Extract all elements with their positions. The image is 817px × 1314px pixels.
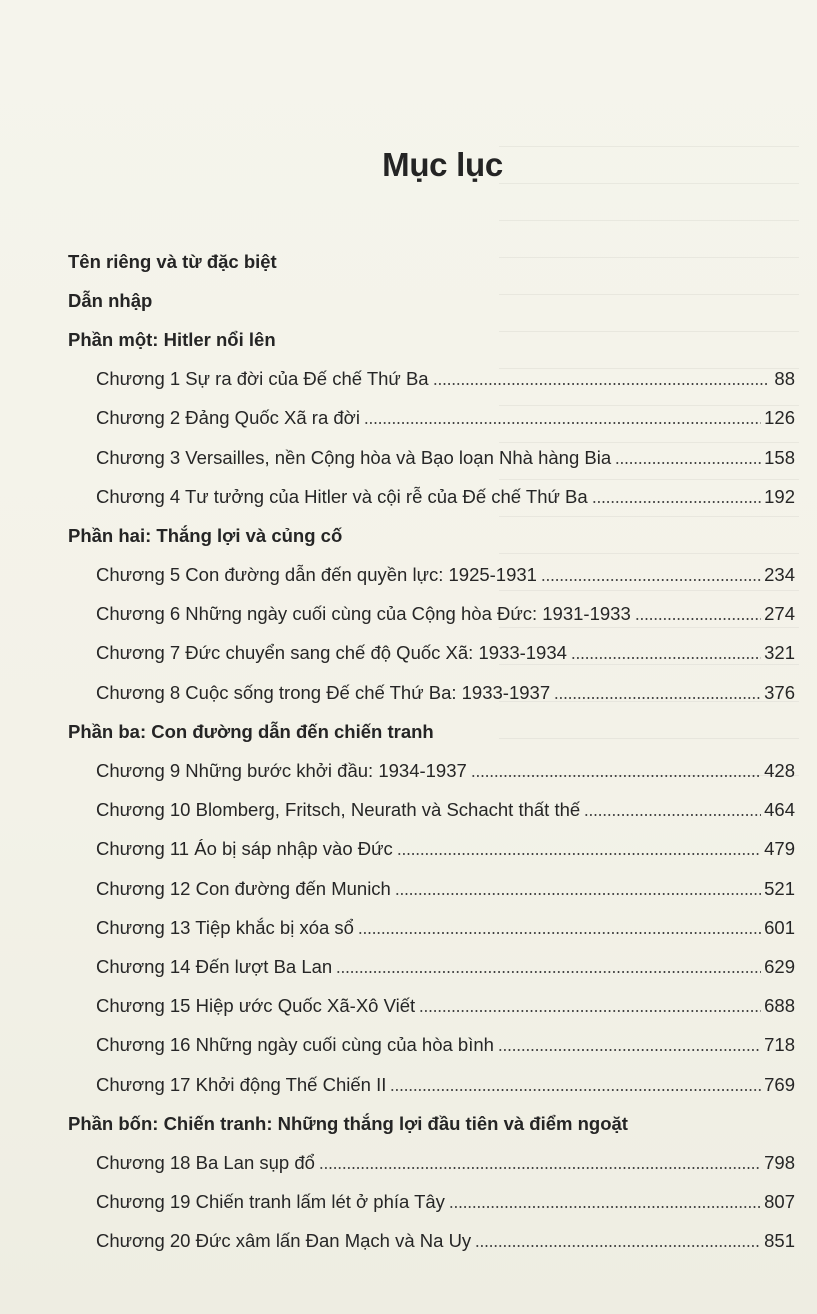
chapter-page-number: 274 [764, 603, 795, 625]
dot-leader [419, 997, 761, 1015]
chapter-page-number: 126 [764, 407, 795, 429]
chapter-page-number: 479 [764, 838, 795, 860]
dot-leader [615, 449, 761, 467]
chapter-title: Chương 17 Khởi động Thế Chiến II [96, 1073, 387, 1095]
chapter-page-number: 718 [764, 1034, 795, 1056]
dot-leader [541, 566, 761, 584]
toc-chapter-row [0, 1143, 817, 1182]
toc-part-heading: Phần một: Hitler nổi lên [68, 328, 276, 350]
toc-chapter-row [0, 438, 817, 477]
chapter-title: Chương 3 Versailles, nền Cộng hòa và Bạo loạn Nhà hàng Bia [96, 446, 612, 468]
chapter-title: Chương 14 Đến lượt Ba Lan [96, 955, 333, 977]
toc-chapter-row [0, 399, 817, 438]
chapter-page-number: 88 [774, 368, 795, 390]
dot-leader [319, 1154, 761, 1172]
chapter-page-number: 769 [764, 1073, 795, 1095]
toc-chapter-row [0, 1065, 817, 1104]
dot-leader [397, 840, 761, 858]
dot-leader [390, 1076, 761, 1094]
dot-leader [471, 762, 761, 780]
toc-chapter-row [0, 360, 817, 399]
chapter-title: Chương 16 Những ngày cuối cùng của hòa bình [96, 1034, 494, 1056]
chapter-title: Chương 1 Sự ra đời của Đế chế Thứ Ba [96, 368, 429, 390]
dot-leader [475, 1232, 761, 1250]
toc-chapter-row [0, 1026, 817, 1065]
chapter-page-number: 601 [764, 916, 795, 938]
toc-chapter-row [0, 595, 817, 634]
page-title: Mục lục [382, 146, 503, 183]
chapter-title: Chương 20 Đức xâm lấn Đan Mạch và Na Uy [96, 1230, 472, 1252]
chapter-title: Chương 19 Chiến tranh lấm lét ở phía Tây [96, 1191, 445, 1213]
chapter-page-number: 688 [764, 995, 795, 1017]
toc-chapter-row [0, 987, 817, 1026]
dot-leader [336, 958, 761, 976]
table-of-contents [0, 242, 817, 1261]
chapter-page-number: 464 [764, 799, 795, 821]
dot-leader [498, 1036, 761, 1054]
chapter-page-number: 807 [764, 1191, 795, 1213]
chapter-page-number: 521 [764, 877, 795, 899]
toc-chapter-row [0, 751, 817, 790]
chapter-title: Chương 6 Những ngày cuối cùng của Cộng hòa Đức: 1931-1933 [96, 603, 631, 625]
dot-leader [433, 370, 768, 388]
dot-leader [395, 880, 761, 898]
toc-chapter-row [0, 869, 817, 908]
chapter-title: Chương 10 Blomberg, Fritsch, Neurath và Schacht thất thế [96, 799, 581, 821]
toc-chapter-row [0, 791, 817, 830]
chapter-page-number: 428 [764, 760, 795, 782]
toc-chapter-row [0, 673, 817, 712]
toc-part-heading: Phần hai: Thắng lợi và củng cố [68, 524, 343, 546]
chapter-title: Chương 9 Những bước khởi đầu: 1934-1937 [96, 760, 467, 782]
chapter-page-number: 321 [764, 642, 795, 664]
toc-chapter-row [0, 947, 817, 986]
dot-leader [584, 801, 761, 819]
toc-chapter-row [0, 634, 817, 673]
chapter-page-number: 629 [764, 955, 795, 977]
chapter-page-number: 376 [764, 681, 795, 703]
chapter-title: Chương 5 Con đường dẫn đến quyền lực: 1925-1931 [96, 564, 537, 586]
toc-chapter-row [0, 477, 817, 516]
toc-chapter-row [0, 1222, 817, 1261]
toc-chapter-row [0, 1183, 817, 1222]
toc-part-heading: Phần ba: Con đường dẫn đến chiến tranh [68, 720, 434, 742]
chapter-title: Chương 13 Tiệp khắc bị xóa sổ [96, 916, 354, 938]
dot-leader [364, 409, 761, 427]
chapter-title: Chương 2 Đảng Quốc Xã ra đời [96, 407, 360, 429]
chapter-title: Chương 7 Đức chuyển sang chế độ Quốc Xã: 1933-1934 [96, 642, 567, 664]
chapter-title: Chương 4 Tư tưởng của Hitler và cội rễ của Đế chế Thứ Ba [96, 485, 588, 507]
chapter-title: Chương 15 Hiệp ước Quốc Xã-Xô Viết [96, 995, 416, 1017]
toc-part-heading: Tên riêng và từ đặc biệt [68, 250, 277, 272]
chapter-page-number: 851 [764, 1230, 795, 1252]
dot-leader [449, 1193, 761, 1211]
chapter-page-number: 192 [764, 485, 795, 507]
toc-chapter-row [0, 908, 817, 947]
dot-leader [592, 488, 761, 506]
chapter-title: Chương 8 Cuộc sống trong Đế chế Thứ Ba: 1933-1937 [96, 681, 551, 703]
dot-leader [571, 644, 761, 662]
toc-chapter-row [0, 556, 817, 595]
dot-leader [554, 684, 761, 702]
chapter-page-number: 234 [764, 564, 795, 586]
dot-leader [635, 605, 761, 623]
chapter-title: Chương 18 Ba Lan sụp đổ [96, 1151, 315, 1173]
chapter-page-number: 798 [764, 1151, 795, 1173]
chapter-title: Chương 12 Con đường đến Munich [96, 877, 391, 899]
dot-leader [358, 919, 761, 937]
toc-part-heading: Phần bốn: Chiến tranh: Những thắng lợi đầu tiên và điểm ngoặt [68, 1112, 628, 1134]
toc-part-heading: Dẫn nhập [68, 289, 153, 311]
toc-chapter-row [0, 830, 817, 869]
chapter-page-number: 158 [764, 446, 795, 468]
chapter-title: Chương 11 Áo bị sáp nhập vào Đức [96, 838, 393, 860]
